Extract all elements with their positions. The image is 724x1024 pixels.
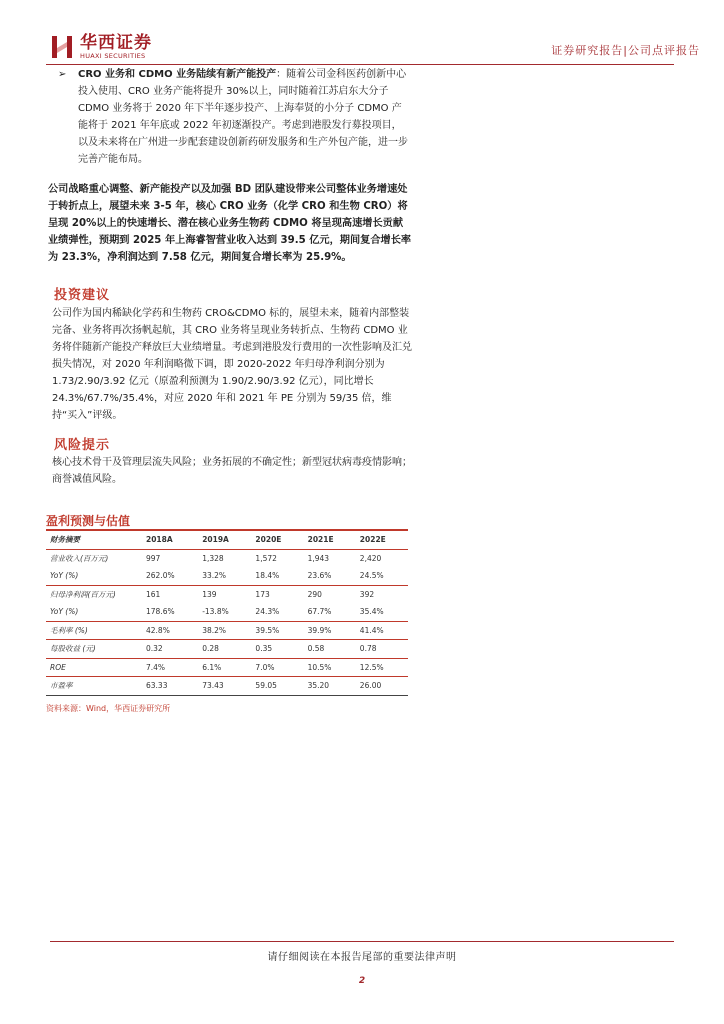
table-cell: 290 bbox=[304, 585, 356, 603]
table-cell: 35.4% bbox=[359, 607, 384, 617]
table-header-cell: 2020E bbox=[255, 535, 282, 545]
table-cell: 24.5% bbox=[359, 571, 384, 581]
huaxi-logo-icon bbox=[50, 34, 74, 60]
table-cell: 24.3% bbox=[255, 607, 280, 617]
logo-en-text: HUAXI SECURITIES bbox=[80, 52, 146, 60]
table-cell: 39.9% bbox=[304, 621, 356, 640]
summary-paragraph: 公司战略重心调整、新产能投产以及加强 BD 团队建设带来公司整体业务增速处于转折点上，展望未来 3-5 年，核心 CRO 业务（化学 CRO 和生物 CRO）将呈现 20%以上的快速增长、潜在核心业务生物药 CDMO 将呈现高速增长贡献业绩弹性，预期到 2025 年上海睿智营业收入达到 39.5 亿元，期间复合增长率为 23.3%，净利润达到 7.58 亿元，期间复合增长率为 25.9%。 bbox=[48, 184, 412, 263]
risk-title: 风险提示 bbox=[54, 438, 111, 453]
table-cell: 0.32 bbox=[142, 640, 198, 659]
company-logo bbox=[50, 34, 152, 60]
table-cell: 178.6% bbox=[146, 607, 175, 617]
table-cell: 7.0% bbox=[251, 658, 303, 677]
table-cell: 59.05 bbox=[251, 677, 303, 696]
table-cell: 173 bbox=[251, 585, 303, 603]
table-cell: 23.6% bbox=[307, 571, 332, 581]
table-row bbox=[46, 658, 408, 677]
table-cell: 1,328 bbox=[198, 549, 251, 567]
header-divider bbox=[46, 64, 674, 65]
table-cell: 26.00 bbox=[356, 677, 408, 696]
footer-disclaimer: 请仔细阅读在本报告尾部的重要法律声明 bbox=[267, 952, 457, 963]
table-header-cell: 2019A bbox=[202, 535, 229, 545]
table-cell: 73.43 bbox=[198, 677, 251, 696]
table-cell: 12.5% bbox=[356, 658, 408, 677]
bullet-body: ：随着公司金科医药创新中心投入使用、CRO 业务产能将提升 30%以上，同时随着江苏启东大分子 CDMO 业务将于 2020 年下半年逐步投产、上海奉贤的小分子 CDMO 产能将于 2021 年年底或 2022 年初逐渐投产。考虑到港股发行募投项目，以及未来将在广州进一步配套建设创新药研发服务和生产外包产能，进一步完善产能布局。 bbox=[78, 69, 408, 165]
financial-table bbox=[46, 531, 408, 696]
table-cell: 0.35 bbox=[251, 640, 303, 659]
investment-title: 投资建议 bbox=[54, 288, 111, 303]
table-cell: 41.4% bbox=[356, 621, 408, 640]
table-cell: 1,572 bbox=[251, 549, 303, 567]
table-cell: 39.5% bbox=[251, 621, 303, 640]
investment-body: 公司作为国内稀缺化学药和生物药 CRO&CDMO 标的，展望未来，随着内部整装完备、业务将再次扬帆起航，其 CRO 业务将呈现业务转折点、生物药 CDMO 业务将伴随新产能投产释放巨大业绩增量。考虑到港股发行费用的一次性影响及汇兑损失情况，对 2020 年利润略微下调，即 2020-2022 年归母净利润分别为 1.73/2.90/3.92 亿元（原盈利预测为 1.90/2.90/3.92 亿元），同比增长 24.3%/67.7%/35.4%，对应 2020 年和 2021 年 PE 分别为 59/35 倍，维持“买入”评级。 bbox=[52, 308, 412, 421]
table-row bbox=[46, 603, 408, 621]
table-cell: 10.5% bbox=[304, 658, 356, 677]
table-cell: 42.8% bbox=[142, 621, 198, 640]
table-cell: 35.20 bbox=[304, 677, 356, 696]
row-label: 归母净利润(百万元) bbox=[46, 585, 142, 603]
bullet-content bbox=[78, 66, 410, 168]
row-label: YoY (%) bbox=[50, 607, 79, 617]
table-cell: 2,420 bbox=[356, 549, 408, 567]
table-cell: 1,943 bbox=[304, 549, 356, 567]
table-cell: 0.28 bbox=[198, 640, 251, 659]
row-label: YoY (%) bbox=[50, 571, 79, 581]
row-label: 每股收益 (元) bbox=[46, 640, 142, 659]
table-header-cell: 2022E bbox=[359, 535, 386, 545]
table-row bbox=[46, 640, 408, 659]
table-cell: -13.8% bbox=[202, 607, 229, 617]
row-label: ROE bbox=[46, 658, 142, 677]
table-cell: 7.4% bbox=[142, 658, 198, 677]
table-row bbox=[46, 549, 408, 567]
table-cell: 262.0% bbox=[146, 571, 175, 581]
table-cell: 63.33 bbox=[142, 677, 198, 696]
arrow-bullet-icon: ➢ bbox=[58, 69, 67, 80]
table-cell: 139 bbox=[198, 585, 251, 603]
table-row bbox=[46, 567, 408, 585]
table-row bbox=[46, 621, 408, 640]
table-cell: 0.78 bbox=[356, 640, 408, 659]
table-cell: 18.4% bbox=[255, 571, 280, 581]
table-cell: 0.58 bbox=[304, 640, 356, 659]
table-header-cell: 2018A bbox=[146, 535, 173, 545]
table-cell: 6.1% bbox=[198, 658, 251, 677]
footer-divider bbox=[50, 941, 674, 942]
row-label: 市盈率 bbox=[46, 677, 142, 696]
bullet-title: CRO 业务和 CDMO 业务陆续有新产能投产 bbox=[78, 69, 277, 80]
table-title: 盈利预测与估值 bbox=[46, 514, 131, 528]
table-cell: 33.2% bbox=[202, 571, 227, 581]
capacity-bullet bbox=[58, 66, 410, 168]
table-cell: 997 bbox=[142, 549, 198, 567]
table-cell: 67.7% bbox=[307, 607, 332, 617]
table-source: 资料来源：Wind，华西证券研究所 bbox=[46, 704, 171, 713]
table-row bbox=[46, 677, 408, 696]
page-number: 2 bbox=[358, 976, 366, 986]
row-label: 营业收入(百万元) bbox=[46, 549, 142, 567]
table-row bbox=[46, 585, 408, 603]
table-cell: 38.2% bbox=[198, 621, 251, 640]
table-body bbox=[46, 549, 408, 695]
table-header-cell: 2021E bbox=[307, 535, 334, 545]
table-header-cell: 财务摘要 bbox=[50, 535, 80, 545]
report-type: 证券研究报告|公司点评报告 bbox=[551, 44, 700, 57]
row-label: 毛利率 (%) bbox=[46, 621, 142, 640]
table-cell: 161 bbox=[142, 585, 198, 603]
table-header-row bbox=[46, 531, 408, 549]
logo-cn-text: 华西证券 bbox=[80, 33, 152, 53]
table-cell: 392 bbox=[356, 585, 408, 603]
risk-body: 核心技术骨干及管理层流失风险；业务拓展的不确定性；新型冠状病毒疫情影响；商誉减值风险。 bbox=[52, 457, 412, 485]
